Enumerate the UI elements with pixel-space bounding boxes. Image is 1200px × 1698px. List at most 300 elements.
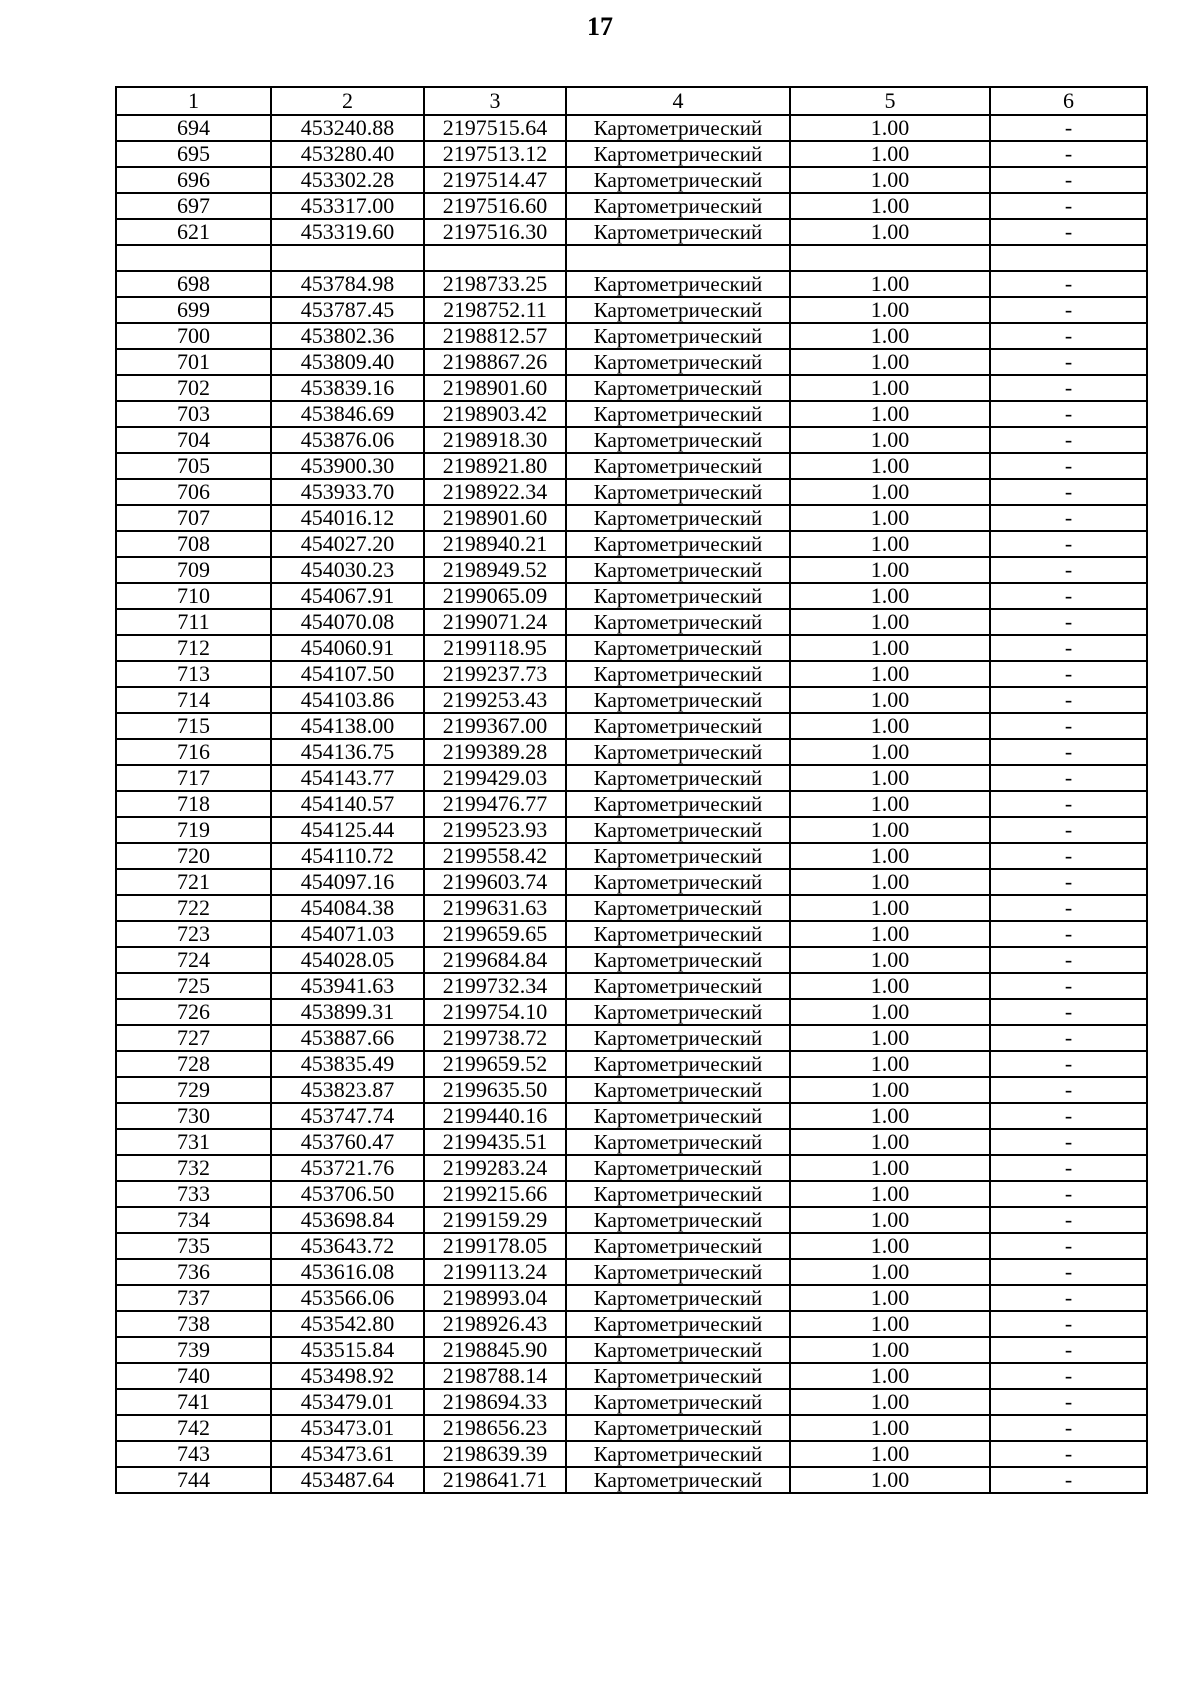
table-cell: 1.00 <box>790 1467 990 1493</box>
table-cell <box>271 245 424 271</box>
table-cell: 1.00 <box>790 1389 990 1415</box>
table-cell: 2199476.77 <box>424 791 566 817</box>
table-cell: 1.00 <box>790 687 990 713</box>
table-cell: Картометрический <box>566 193 790 219</box>
table-cell: 1.00 <box>790 1025 990 1051</box>
table-cell: Картометрический <box>566 479 790 505</box>
table-row <box>116 1155 1147 1181</box>
table-cell: Картометрический <box>566 583 790 609</box>
table-cell: 1.00 <box>790 1207 990 1233</box>
table-cell: Картометрический <box>566 1259 790 1285</box>
table-cell: 453784.98 <box>271 271 424 297</box>
table-cell: 1.00 <box>790 479 990 505</box>
table-cell: 454027.20 <box>271 531 424 557</box>
table-cell: 697 <box>116 193 271 219</box>
table-cell: 2198812.57 <box>424 323 566 349</box>
table-row <box>116 453 1147 479</box>
table-cell: 2198940.21 <box>424 531 566 557</box>
table-cell: 1.00 <box>790 1233 990 1259</box>
table-cell: 2199389.28 <box>424 739 566 765</box>
table-cell: 453941.63 <box>271 973 424 999</box>
table-cell: 713 <box>116 661 271 687</box>
table-cell: 453747.74 <box>271 1103 424 1129</box>
table-cell: 2199178.05 <box>424 1233 566 1259</box>
table-cell: Картометрический <box>566 1181 790 1207</box>
table-cell: - <box>990 167 1147 193</box>
table-cell: 1.00 <box>790 1077 990 1103</box>
table-cell: 2199523.93 <box>424 817 566 843</box>
table-cell: - <box>990 531 1147 557</box>
table-cell: Картометрический <box>566 661 790 687</box>
table-cell: Картометрический <box>566 791 790 817</box>
table-cell: 2199732.34 <box>424 973 566 999</box>
table-cell: 1.00 <box>790 973 990 999</box>
table-cell: - <box>990 427 1147 453</box>
table-cell: - <box>990 661 1147 687</box>
table-cell: Картометрический <box>566 1415 790 1441</box>
table-cell: - <box>990 635 1147 661</box>
table-row <box>116 141 1147 167</box>
table-row <box>116 115 1147 141</box>
column-header: 4 <box>566 87 790 115</box>
table-cell: 1.00 <box>790 817 990 843</box>
table-cell: 1.00 <box>790 349 990 375</box>
table-cell: 711 <box>116 609 271 635</box>
table-row <box>116 427 1147 453</box>
table-cell: 1.00 <box>790 869 990 895</box>
table-cell: 453317.00 <box>271 193 424 219</box>
table-cell: - <box>990 219 1147 245</box>
table-cell: 453542.80 <box>271 1311 424 1337</box>
table-cell: 719 <box>116 817 271 843</box>
table-cell: - <box>990 271 1147 297</box>
table-cell: 453876.06 <box>271 427 424 453</box>
column-header: 3 <box>424 87 566 115</box>
table-cell: 453823.87 <box>271 1077 424 1103</box>
table-cell: 740 <box>116 1363 271 1389</box>
table-cell: 710 <box>116 583 271 609</box>
table-cell: Картометрический <box>566 297 790 323</box>
table-cell: 453787.45 <box>271 297 424 323</box>
table-cell: - <box>990 1025 1147 1051</box>
table-cell: 454138.00 <box>271 713 424 739</box>
table-row <box>116 1311 1147 1337</box>
table-row <box>116 921 1147 947</box>
table-cell: Картометрический <box>566 219 790 245</box>
table-cell: 716 <box>116 739 271 765</box>
table-cell: 707 <box>116 505 271 531</box>
table-cell: - <box>990 1363 1147 1389</box>
table-row <box>116 1051 1147 1077</box>
table-cell: 709 <box>116 557 271 583</box>
table-cell: - <box>990 947 1147 973</box>
table-cell: 2197516.60 <box>424 193 566 219</box>
table-cell: 1.00 <box>790 167 990 193</box>
table-cell: 2199283.24 <box>424 1155 566 1181</box>
table-cell: - <box>990 1155 1147 1181</box>
table-cell: Картометрический <box>566 1363 790 1389</box>
table-cell: - <box>990 1077 1147 1103</box>
table-header-row <box>116 87 1147 115</box>
table-cell: 2198639.39 <box>424 1441 566 1467</box>
table-cell: - <box>990 1311 1147 1337</box>
table-row <box>116 349 1147 375</box>
table-cell: 453498.92 <box>271 1363 424 1389</box>
table-cell: 453302.28 <box>271 167 424 193</box>
table-row <box>116 765 1147 791</box>
table-row <box>116 1441 1147 1467</box>
table-cell: 1.00 <box>790 661 990 687</box>
table-cell: 723 <box>116 921 271 947</box>
table-row <box>116 219 1147 245</box>
table-row <box>116 297 1147 323</box>
table-cell: 1.00 <box>790 765 990 791</box>
table-cell: 2199440.16 <box>424 1103 566 1129</box>
table-cell: Картометрический <box>566 531 790 557</box>
table-row <box>116 193 1147 219</box>
table-cell: 1.00 <box>790 453 990 479</box>
table-cell: 453802.36 <box>271 323 424 349</box>
table-cell: Картометрический <box>566 973 790 999</box>
table-cell: 454016.12 <box>271 505 424 531</box>
table-cell: 2199065.09 <box>424 583 566 609</box>
table-cell: 698 <box>116 271 271 297</box>
table-cell: - <box>990 1467 1147 1493</box>
table-cell: - <box>990 479 1147 505</box>
table-cell: - <box>990 401 1147 427</box>
table-cell: - <box>990 1389 1147 1415</box>
table-cell: 1.00 <box>790 843 990 869</box>
table-cell: 453240.88 <box>271 115 424 141</box>
table-cell: - <box>990 453 1147 479</box>
table-cell: 2198867.26 <box>424 349 566 375</box>
table-cell: 453473.61 <box>271 1441 424 1467</box>
table-cell: Картометрический <box>566 713 790 739</box>
table-cell: 1.00 <box>790 1103 990 1129</box>
table-cell: 2198733.25 <box>424 271 566 297</box>
table-cell: 453721.76 <box>271 1155 424 1181</box>
column-header: 2 <box>271 87 424 115</box>
table-row <box>116 531 1147 557</box>
table-row <box>116 791 1147 817</box>
table-cell: Картометрический <box>566 947 790 973</box>
table-cell: 727 <box>116 1025 271 1051</box>
table-cell: 454028.05 <box>271 947 424 973</box>
table-row <box>116 869 1147 895</box>
table-cell: 2198918.30 <box>424 427 566 453</box>
table-cell: 1.00 <box>790 1181 990 1207</box>
table-cell: 2198656.23 <box>424 1415 566 1441</box>
table-cell: 718 <box>116 791 271 817</box>
table-cell: - <box>990 817 1147 843</box>
table-cell: 1.00 <box>790 791 990 817</box>
table-cell: 720 <box>116 843 271 869</box>
table-cell: - <box>990 505 1147 531</box>
table-cell: 739 <box>116 1337 271 1363</box>
table-cell: 2199237.73 <box>424 661 566 687</box>
table-cell: 2198921.80 <box>424 453 566 479</box>
column-header: 5 <box>790 87 990 115</box>
table-row <box>116 245 1147 271</box>
table-cell: 1.00 <box>790 297 990 323</box>
table-row <box>116 661 1147 687</box>
table-cell: 454107.50 <box>271 661 424 687</box>
table-cell: Картометрический <box>566 895 790 921</box>
table-cell: - <box>990 1181 1147 1207</box>
table-cell: 1.00 <box>790 1129 990 1155</box>
table-cell: 1.00 <box>790 1051 990 1077</box>
table-cell: Картометрический <box>566 271 790 297</box>
table-cell: 700 <box>116 323 271 349</box>
table-cell: 736 <box>116 1259 271 1285</box>
table-cell: 453643.72 <box>271 1233 424 1259</box>
table-row <box>116 1363 1147 1389</box>
table-cell: 453515.84 <box>271 1337 424 1363</box>
table-cell: - <box>990 375 1147 401</box>
table-cell: 704 <box>116 427 271 453</box>
table-cell: 2197514.47 <box>424 167 566 193</box>
table-cell: - <box>990 1103 1147 1129</box>
table-cell: 2198788.14 <box>424 1363 566 1389</box>
table-cell: 705 <box>116 453 271 479</box>
table-cell: 454140.57 <box>271 791 424 817</box>
table-cell: Картометрический <box>566 1129 790 1155</box>
table-cell: - <box>990 297 1147 323</box>
table-cell: 1.00 <box>790 531 990 557</box>
table-row <box>116 1415 1147 1441</box>
table-cell: - <box>990 739 1147 765</box>
table-cell: 453900.30 <box>271 453 424 479</box>
table-cell: - <box>990 843 1147 869</box>
table-cell: 2199558.42 <box>424 843 566 869</box>
table-cell: Картометрический <box>566 1051 790 1077</box>
table-row <box>116 999 1147 1025</box>
table-body <box>116 115 1147 1493</box>
table-cell: 453473.01 <box>271 1415 424 1441</box>
table-cell: - <box>990 895 1147 921</box>
table-cell: - <box>990 1051 1147 1077</box>
table-cell: 2198993.04 <box>424 1285 566 1311</box>
column-header: 6 <box>990 87 1147 115</box>
table-cell: 453319.60 <box>271 219 424 245</box>
table-cell: 1.00 <box>790 219 990 245</box>
table-row <box>116 1103 1147 1129</box>
table-cell: - <box>990 1441 1147 1467</box>
table-cell <box>424 245 566 271</box>
table-cell: 735 <box>116 1233 271 1259</box>
table-cell: 2198903.42 <box>424 401 566 427</box>
table-cell: Картометрический <box>566 765 790 791</box>
table-cell: 722 <box>116 895 271 921</box>
table-cell: 696 <box>116 167 271 193</box>
table-cell: 2198926.43 <box>424 1311 566 1337</box>
table-cell: 453479.01 <box>271 1389 424 1415</box>
table-row <box>116 1285 1147 1311</box>
table-cell: Картометрический <box>566 609 790 635</box>
table-cell: 1.00 <box>790 921 990 947</box>
table-cell: 2198949.52 <box>424 557 566 583</box>
table-cell: - <box>990 609 1147 635</box>
table-cell: 1.00 <box>790 1415 990 1441</box>
table-cell: 453839.16 <box>271 375 424 401</box>
table-cell: 453846.69 <box>271 401 424 427</box>
table-cell: 2199253.43 <box>424 687 566 713</box>
table-cell: - <box>990 193 1147 219</box>
table-cell: 1.00 <box>790 375 990 401</box>
table-cell: 453760.47 <box>271 1129 424 1155</box>
table-cell: 1.00 <box>790 1337 990 1363</box>
table-row <box>116 1207 1147 1233</box>
table-cell: 2199684.84 <box>424 947 566 973</box>
table-cell: 454060.91 <box>271 635 424 661</box>
table-cell: 738 <box>116 1311 271 1337</box>
table-cell: 1.00 <box>790 1155 990 1181</box>
table-cell: Картометрический <box>566 869 790 895</box>
table-cell: - <box>990 1259 1147 1285</box>
table-cell: 2199738.72 <box>424 1025 566 1051</box>
table-cell: - <box>990 973 1147 999</box>
table-cell: 2199659.52 <box>424 1051 566 1077</box>
table-cell: 2199429.03 <box>424 765 566 791</box>
table-cell: 454125.44 <box>271 817 424 843</box>
table-cell: 454097.16 <box>271 869 424 895</box>
table-cell: - <box>990 349 1147 375</box>
table-cell <box>990 245 1147 271</box>
table-row <box>116 713 1147 739</box>
table-cell: 1.00 <box>790 635 990 661</box>
table-cell: 743 <box>116 1441 271 1467</box>
table-cell: Картометрический <box>566 557 790 583</box>
table-cell: Картометрический <box>566 349 790 375</box>
table-cell: 454110.72 <box>271 843 424 869</box>
table-cell: Картометрический <box>566 1077 790 1103</box>
table-cell: 2198845.90 <box>424 1337 566 1363</box>
table-cell: - <box>990 583 1147 609</box>
table-cell: 715 <box>116 713 271 739</box>
table-cell: 454103.86 <box>271 687 424 713</box>
table-cell: - <box>990 1207 1147 1233</box>
table-cell: 1.00 <box>790 115 990 141</box>
table-cell: Картометрический <box>566 1337 790 1363</box>
table-cell: 1.00 <box>790 557 990 583</box>
table-cell: 454030.23 <box>271 557 424 583</box>
table-cell: Картометрический <box>566 167 790 193</box>
table-cell: 701 <box>116 349 271 375</box>
table-row <box>116 1233 1147 1259</box>
table-cell: 2199631.63 <box>424 895 566 921</box>
table-cell: 1.00 <box>790 193 990 219</box>
table-cell: 1.00 <box>790 583 990 609</box>
table-cell: Картометрический <box>566 453 790 479</box>
table-cell: - <box>990 1129 1147 1155</box>
table-cell: 2198901.60 <box>424 375 566 401</box>
table-cell: 2198694.33 <box>424 1389 566 1415</box>
table-cell: Картометрический <box>566 843 790 869</box>
table-cell: 724 <box>116 947 271 973</box>
table-cell: 1.00 <box>790 713 990 739</box>
table-cell: 1.00 <box>790 895 990 921</box>
table-cell: 453706.50 <box>271 1181 424 1207</box>
table-cell: 726 <box>116 999 271 1025</box>
table-cell: 2199635.50 <box>424 1077 566 1103</box>
table-cell: 2199215.66 <box>424 1181 566 1207</box>
table-cell: - <box>990 1415 1147 1441</box>
table-row <box>116 609 1147 635</box>
table-cell: - <box>990 687 1147 713</box>
table-cell: 1.00 <box>790 505 990 531</box>
table-row <box>116 635 1147 661</box>
table-cell: 2199754.10 <box>424 999 566 1025</box>
table-cell: 453698.84 <box>271 1207 424 1233</box>
table-cell: 712 <box>116 635 271 661</box>
table-cell: 1.00 <box>790 401 990 427</box>
table-cell <box>790 245 990 271</box>
table-row <box>116 583 1147 609</box>
table-row <box>116 401 1147 427</box>
table-cell: 733 <box>116 1181 271 1207</box>
table-row <box>116 973 1147 999</box>
table-cell <box>566 245 790 271</box>
table-cell: Картометрический <box>566 1285 790 1311</box>
coordinates-table <box>115 86 1148 1494</box>
table-cell: 2199159.29 <box>424 1207 566 1233</box>
table-cell: 729 <box>116 1077 271 1103</box>
table-cell: 453280.40 <box>271 141 424 167</box>
table-cell: 2199435.51 <box>424 1129 566 1155</box>
table-cell: Картометрический <box>566 1207 790 1233</box>
table-cell: 2197513.12 <box>424 141 566 167</box>
table-cell: - <box>990 141 1147 167</box>
table-row <box>116 1337 1147 1363</box>
table-cell: 1.00 <box>790 739 990 765</box>
table-cell: 453899.31 <box>271 999 424 1025</box>
table-row <box>116 505 1147 531</box>
table-cell: 721 <box>116 869 271 895</box>
table-cell: 454084.38 <box>271 895 424 921</box>
table-cell: Картометрический <box>566 1441 790 1467</box>
table-row <box>116 271 1147 297</box>
table-cell: 728 <box>116 1051 271 1077</box>
table-row <box>116 1259 1147 1285</box>
table-row <box>116 947 1147 973</box>
table-cell: 699 <box>116 297 271 323</box>
table-cell: 453616.08 <box>271 1259 424 1285</box>
table-row <box>116 1389 1147 1415</box>
table-cell: 1.00 <box>790 947 990 973</box>
table-cell: Картометрический <box>566 1233 790 1259</box>
table-cell: 708 <box>116 531 271 557</box>
table-cell: 731 <box>116 1129 271 1155</box>
table-cell: - <box>990 557 1147 583</box>
table-cell: 453809.40 <box>271 349 424 375</box>
table-cell: 453887.66 <box>271 1025 424 1051</box>
table-cell: - <box>990 713 1147 739</box>
table-cell: 454070.08 <box>271 609 424 635</box>
table-cell: 454067.91 <box>271 583 424 609</box>
table-cell: 730 <box>116 1103 271 1129</box>
table-cell: Картометрический <box>566 505 790 531</box>
table-cell: Картометрический <box>566 1311 790 1337</box>
table-row <box>116 167 1147 193</box>
table-cell: 1.00 <box>790 1285 990 1311</box>
column-header: 1 <box>116 87 271 115</box>
table-cell: 734 <box>116 1207 271 1233</box>
table-cell: 737 <box>116 1285 271 1311</box>
table-cell: 725 <box>116 973 271 999</box>
table-row <box>116 843 1147 869</box>
table-cell: 1.00 <box>790 323 990 349</box>
table-cell: 1.00 <box>790 609 990 635</box>
